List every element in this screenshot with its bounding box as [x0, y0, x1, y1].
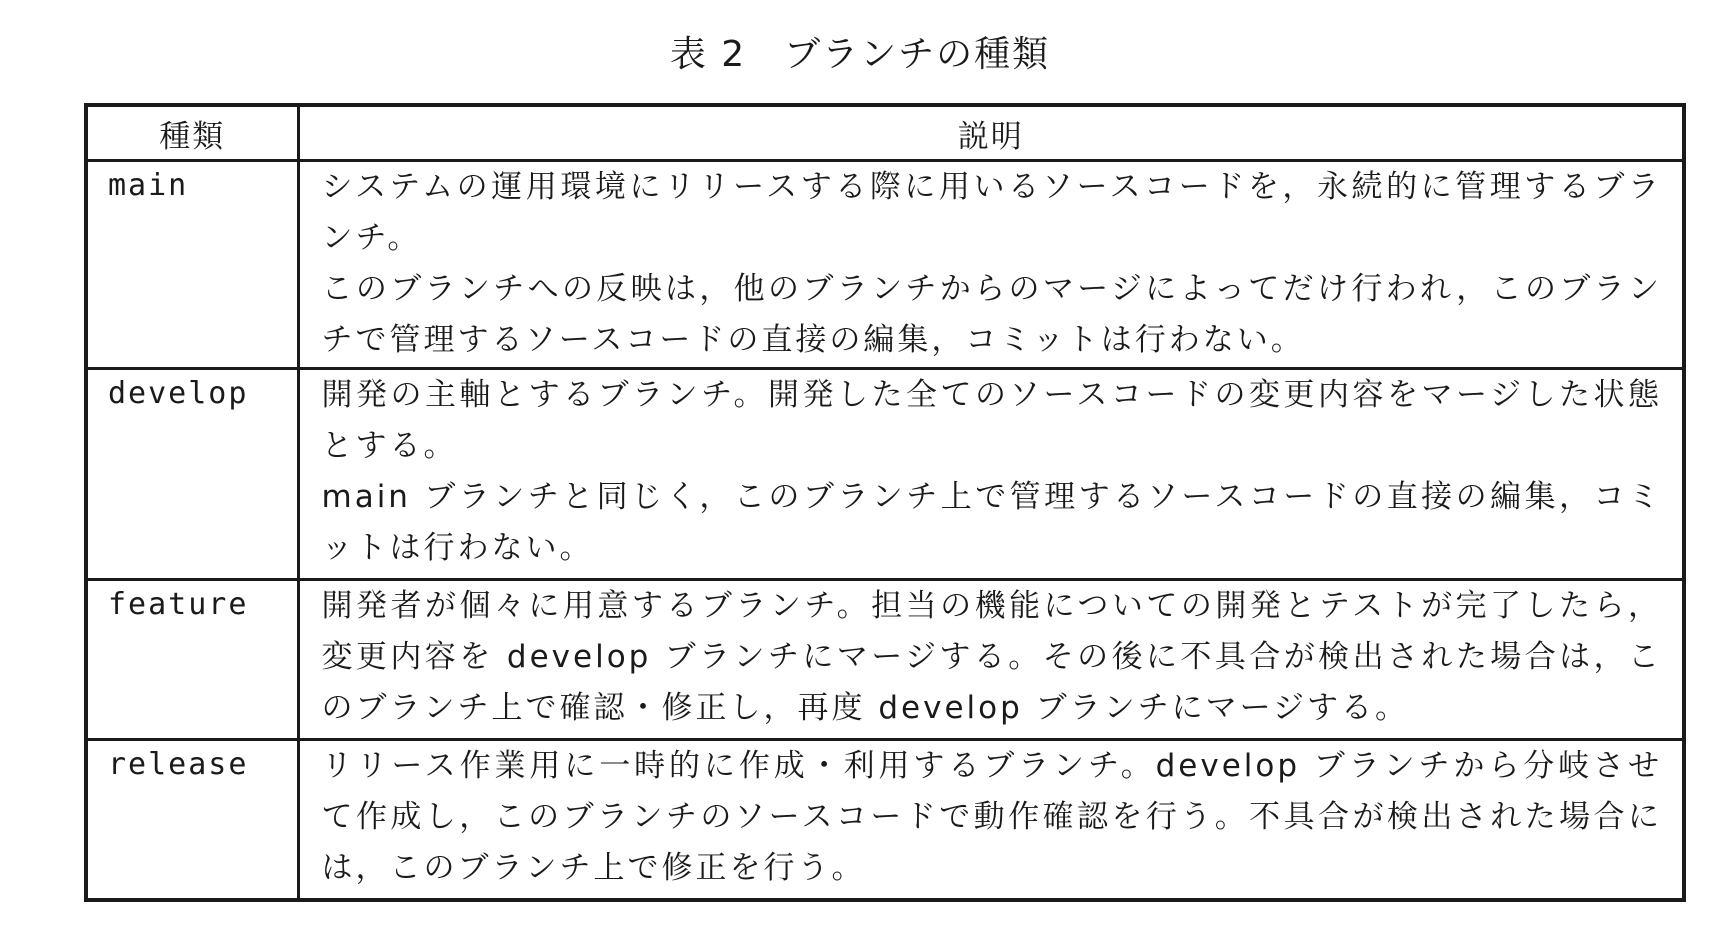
- description-paragraph: main ブランチと同じく，このブランチ上で管理するソースコードの直接の編集，コミットは行わない。: [321, 479, 1662, 566]
- header-description: 説明: [298, 105, 1684, 161]
- description-paragraph: このブランチへの反映は，他のブランチからのマージによってだけ行われ，このブランチで管理するソースコードの直接の編集，コミットは行わない。: [321, 271, 1662, 358]
- table-row: [86, 369, 1684, 580]
- description-paragraph: リリース作業用に一時的に作成・利用するブランチ。develop ブランチから分岐させて作成し，このブランチのソースコードで動作確認を行う。不具合が検出された場合には，このブランチ上で修正を行う。: [321, 748, 1662, 886]
- row-kind-develop: develop: [86, 369, 298, 580]
- description-paragraph: システムの運用環境にリリースする際に用いるソースコードを，永続的に管理するブランチ。: [321, 169, 1662, 256]
- table-row: [86, 740, 1684, 900]
- header-row: [86, 105, 1684, 161]
- description-paragraph: 開発者が個々に用意するブランチ。担当の機能についての開発とテストが完了したら，変更内容を develop ブランチにマージする。その後に不具合が検出された場合は，このブランチ上で確認・修正し，再度 develop ブランチにマージする。: [321, 588, 1662, 726]
- row-description-main: [298, 161, 1684, 369]
- row-description-develop: [298, 369, 1684, 580]
- row-description-feature: [298, 580, 1684, 740]
- header-kind: 種類: [86, 105, 298, 161]
- caption-number: 表 2: [669, 34, 747, 75]
- table-row: [86, 161, 1684, 369]
- row-kind-feature: feature: [86, 580, 298, 740]
- row-description-release: [298, 740, 1684, 900]
- row-kind-release: release: [86, 740, 298, 900]
- description-paragraph: 開発の主軸とするブランチ。開発した全てのソースコードの変更内容をマージした状態とする。: [321, 377, 1662, 464]
- table-row: [86, 580, 1684, 740]
- caption-title: ブランチの種類: [784, 34, 1051, 75]
- branch-types-table: [84, 103, 1686, 902]
- table-caption: [0, 30, 1720, 80]
- row-kind-main: main: [86, 161, 298, 369]
